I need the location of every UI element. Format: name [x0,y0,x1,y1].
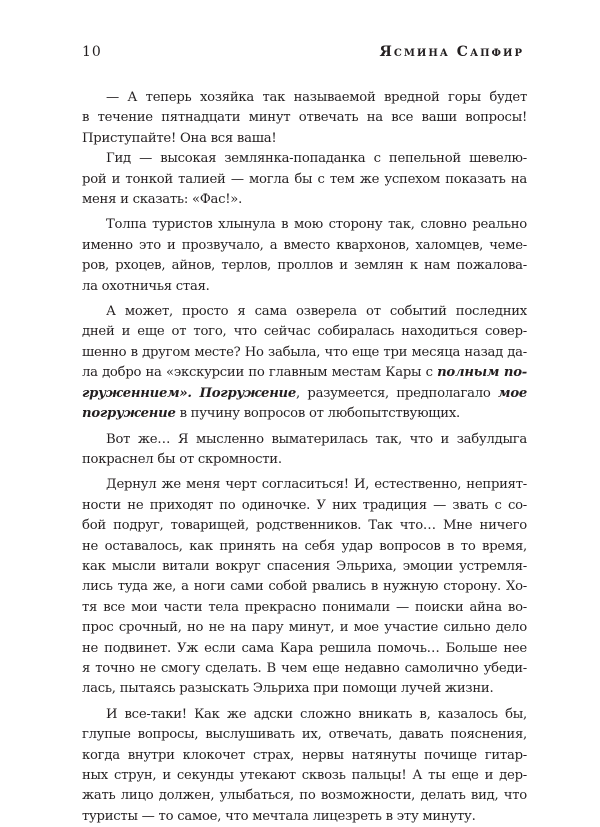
paragraph-3 [82,215,527,297]
text-line: прос срочный, но не на пару минут, и мое участие сильно дело [82,620,527,636]
paragraph-5 [82,430,527,471]
text-line: не оставалось, как принять на себя удар вопросов в то время, [82,538,527,554]
text-line: — А теперь хозяйка так называемой вредной горы будет [106,90,527,105]
text-line: Гид — высокая землянка-попаданка с пепельной шевелю- [106,151,527,167]
paragraph-4 [82,302,527,424]
text-line: когда внутри клокочет страх, нервы натянуты почище гитар- [82,747,527,763]
text-line: меня и сказать: «Фас!». [82,192,243,208]
text-line [82,384,527,404]
text-segment: , разумеется, предполагало [296,385,499,401]
text-segment: ла добро на «экскурсии по главным местам Кары с [82,365,438,381]
text-segment: в пучину вопросов от любопытствующих. [175,406,460,422]
text-line: в течение пятнадцати минут отвечать на все ваши вопросы! [82,110,527,126]
text-line: И все-таки! Как же адски сложно вникать в, казалось бы, [106,706,527,722]
text-line: не подвинет. Уж если сама Кара решила помочь… Больше нее [82,640,527,656]
emphasis: Погружение [199,385,297,401]
text-line: я точно не смогу сделать. В чем еще недавно самолично убеди- [82,660,527,676]
text-line: ных струн, и секунды утекают сквозь пальцы! А ты еще и дер- [82,768,527,783]
text-line: жать лицо должен, улыбаться, по возможности, делать вид, что [82,788,527,804]
text-line: как мысли витали вокруг спасения Эльриха, эмоции устремля- [82,558,527,574]
text-line: Приступайте! Она вся ваша! [82,130,277,146]
text-line: лась, пытаясь разыскать Эльриха при помощи лучей жизни. [82,681,494,697]
running-header [82,44,524,66]
text-line: тя все мои части тела прекрасно понимали — поиски айна во- [82,599,527,615]
paragraph-7 [82,705,527,827]
body-text [82,88,527,827]
text-line: Дернул же меня черт согласиться! И, естественно, неприят- [106,477,527,493]
text-line: рой и тонкой талией — могла бы с тем же успехом показать на [82,171,527,187]
text-line: ров, рхоцев, айнов, терлов, проллов и землян к нам пожалова- [82,258,527,274]
text-line: ности не приходят по одиночке. У них традиция — звать с со- [82,497,527,513]
text-line: Толпа туристов хлынула в мою сторону так, словно реально [106,217,527,233]
text-line: глупые вопросы, выслушивать их, отвечать, давать пояснения, [82,727,527,743]
text-line: А может, просто я сама озверела от событий последних [106,304,527,320]
text-line: лись туда же, а ноги сами собой рвались в нужную сторону. Хо- [82,579,527,595]
emphasis: погружение [82,406,176,422]
paragraph-6 [82,475,527,699]
text-line: именно это и прозвучало, а вместо квархонов, халомцев, чеме- [82,237,527,253]
paragraph-1 [82,88,527,149]
emphasis: полным по- [437,365,528,381]
page-number: 10 [82,44,102,60]
text-line: шенно в другом месте? Но забыла, что еще три месяца назад да- [82,344,527,360]
emphasis: мое [498,385,528,401]
text-line: дней и еще от того, что сейчас собиралась находиться совер- [82,324,527,340]
text-line [82,404,527,424]
text-line: покраснел бы от скромности. [82,451,282,467]
emphasis: груженнием». [82,385,200,401]
text-line: бой подруг, товарищей, родственников. Так что… Мне ничего [82,518,527,534]
book-author: Ясмина Сапфир [379,44,524,60]
text-line: ла охотничья стая. [82,278,210,294]
text-line: туристы — то самое, что мечтала лицезреть в эту минуту. [82,808,476,824]
paragraph-2 [82,149,527,210]
text-line: Вот же… Я мысленно выматерилась так, что и забулдыга [106,431,527,447]
text-line [82,363,527,383]
